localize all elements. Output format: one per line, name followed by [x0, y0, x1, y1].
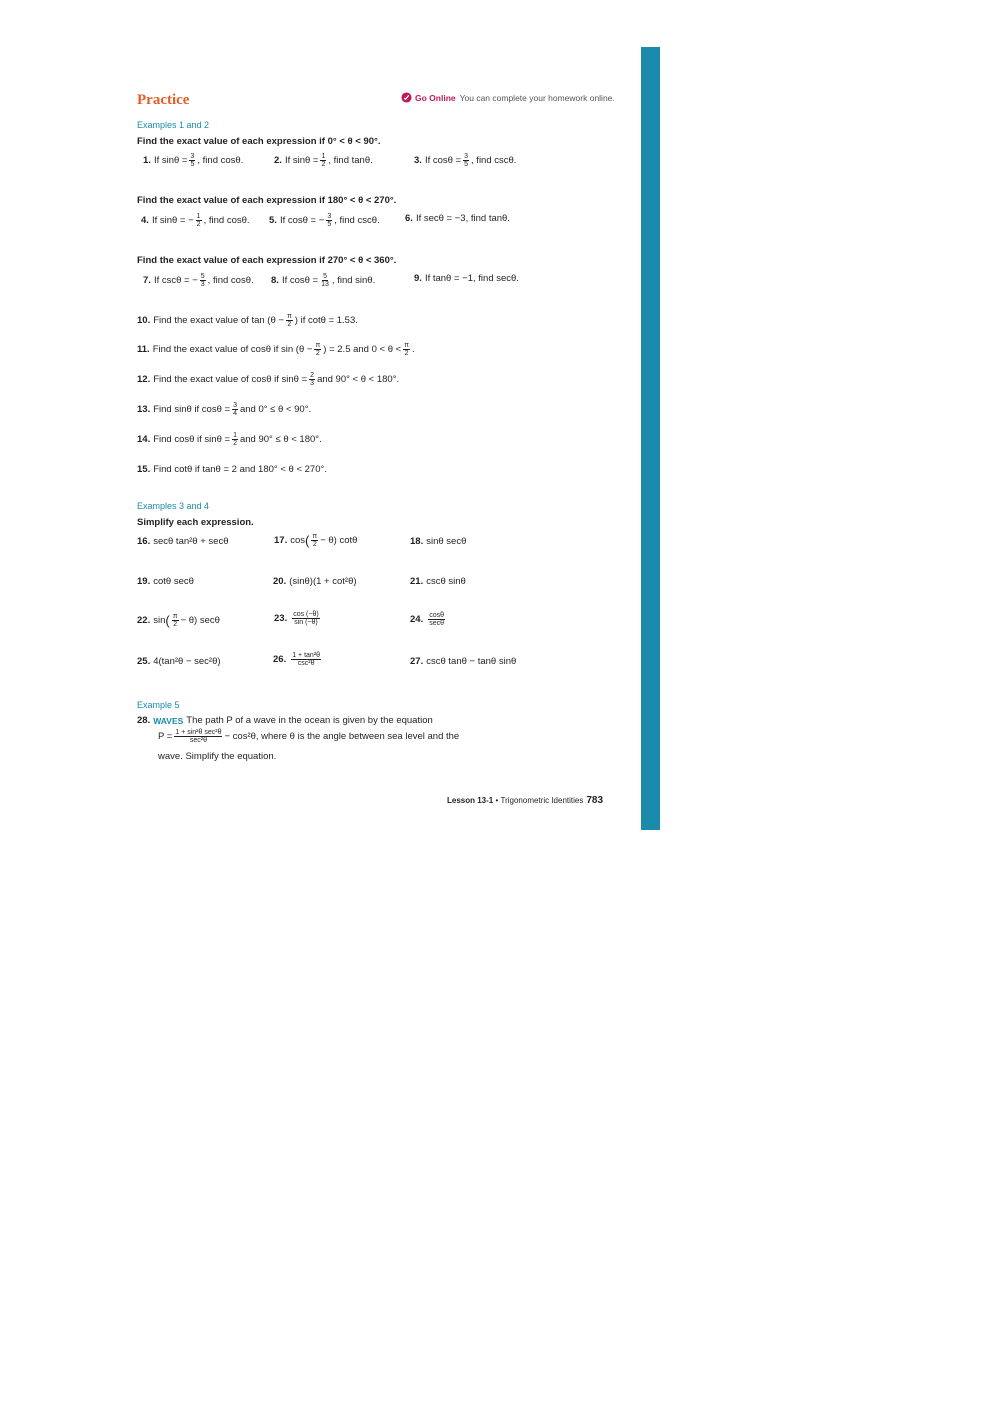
go-online-label: Go Online	[415, 92, 456, 103]
go-online-link[interactable]	[401, 92, 615, 103]
section-heading: Example 5	[137, 700, 180, 710]
problem-17: 17. cos ( $\frac{\pi}{2}$ − θ) cotθ	[274, 532, 358, 548]
problem-9: 9. If tanθ = −1, find secθ.	[414, 273, 519, 284]
section-heading: Examples 3 and 4	[137, 501, 210, 511]
problem-10: 10. Find the exact value of tan (θ − $\frac{\pi}{2}$ ) if cotθ = 1.53.	[137, 313, 358, 328]
problem-1: 1. If sinθ = $\frac{3}{5}$ , find cosθ.	[143, 153, 244, 168]
page-number: 783	[586, 795, 604, 806]
problem-19: 19. cotθ secθ	[137, 576, 194, 587]
problem-22: 22. sin ( $\frac{\pi}{2}$ − θ) secθ	[137, 612, 220, 628]
word-label: WAVES	[153, 715, 184, 726]
problem-26: 26. $\frac{\text{1 + tan²θ}}{\text{csc²θ}}$	[273, 652, 321, 667]
problem-28-equation: P = $\frac{\text{1 + sin²θ sec²θ}}{\text{sec²θ}}$ − cos²θ, where θ is the angle between sea level and the	[158, 729, 460, 744]
problem-3: 3. If cosθ = $\frac{3}{5}$ , find cscθ.	[414, 153, 517, 168]
problem-14: 14. Find cosθ if sinθ = $\frac{1}{2}$ and 90° ≤ θ < 180°.	[137, 432, 322, 447]
footer-topic: Trigonometric Identities	[500, 796, 584, 805]
problem-5: 5. If cosθ = − $\frac{3}{5}$ , find cscθ.	[269, 213, 380, 228]
problem-20: 20. (sinθ)(1 + cot²θ)	[273, 576, 357, 587]
problem-27: 27. cscθ tanθ − tanθ sinθ	[410, 656, 517, 667]
section-heading: Examples 1 and 2	[137, 120, 210, 130]
problem-24: 24. $\frac{\cos\theta}{\sec\theta}$	[410, 612, 445, 627]
problem-7: 7. If cscθ = − $\frac{5}{3}$ , find cosθ.	[143, 273, 254, 288]
instruction: Find the exact value of each expression if 0° < θ < 90°.	[137, 136, 381, 147]
problem-28-line-3: wave. Simplify the equation.	[158, 751, 277, 762]
problem-28-line-1: 28. WAVES The path P of a wave in the ocean is given by the equation	[137, 715, 433, 726]
problem-4: 4. If sinθ = − $\frac{1}{2}$ , find cosθ.	[141, 213, 250, 228]
problem-2: 2. If sinθ = $\frac{1}{2}$ , find tanθ.	[274, 153, 373, 168]
footer-lesson: Lesson 13-1	[447, 796, 494, 805]
go-online-icon	[401, 92, 412, 103]
problem-12: 12. Find the exact value of cosθ if sinθ = $\frac{2}{3}$ and 90° < θ < 180°.	[137, 372, 400, 387]
instruction: Find the exact value of each expression if 180° < θ < 270°.	[137, 195, 397, 206]
problem-23: 23. $\frac{\cos (-\theta)}{\sin (-\theta)}$	[274, 611, 319, 626]
problem-25: 25. 4(tan²θ − sec²θ)	[137, 656, 221, 667]
page-title: Practice	[137, 92, 190, 108]
problem-15: 15. Find cotθ if tanθ = 2 and 180° < θ < 270°.	[137, 464, 327, 475]
problem-16: 16. secθ tan²θ + secθ	[137, 536, 229, 547]
problem-8: 8. If cosθ = $\frac{5}{13}$ , find sinθ.	[271, 273, 376, 288]
problem-6: 6. If secθ = −3, find tanθ.	[405, 213, 510, 224]
footer-separator: •	[493, 796, 501, 805]
side-color-bar	[641, 47, 660, 830]
problem-13: 13. Find sinθ if cosθ = $\frac{3}{4}$ and 0° ≤ θ < 90°.	[137, 402, 312, 417]
problem-21: 21. cscθ sinθ	[410, 576, 466, 587]
problem-11: 11. Find the exact value of cosθ if sin (θ − $\frac{\pi}{2}$ ) = 2.5 and 0 < θ < $\frac{\pi}{2}$ .	[137, 342, 415, 357]
problem-18: 18. sinθ secθ	[410, 536, 467, 547]
instruction: Find the exact value of each expression if 270° < θ < 360°.	[137, 255, 397, 266]
go-online-text: You can complete your homework online.	[459, 92, 615, 103]
page-footer	[447, 795, 603, 806]
instruction: Simplify each expression.	[137, 517, 254, 528]
